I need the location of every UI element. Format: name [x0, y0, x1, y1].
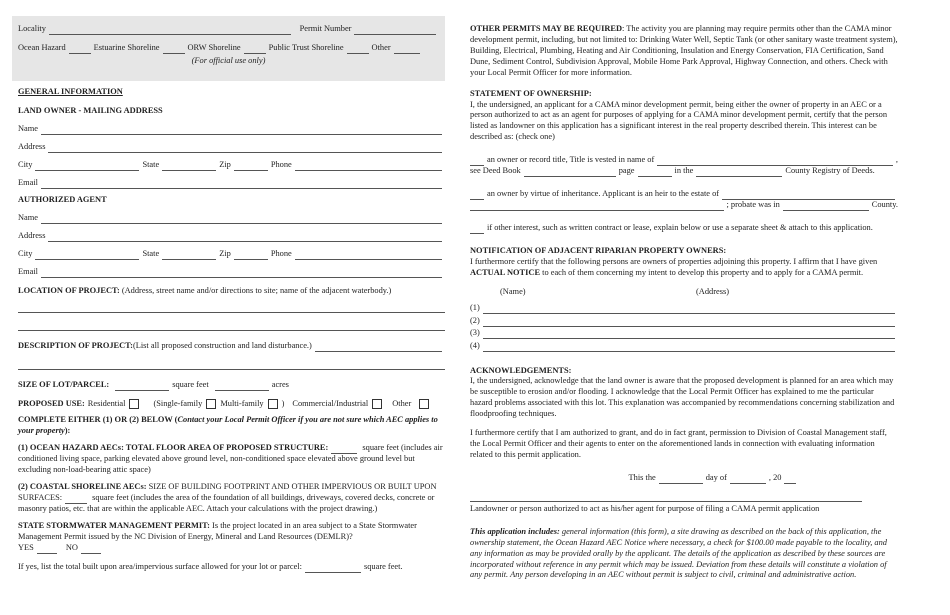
riparian-owner-4-field[interactable] — [483, 343, 895, 352]
official-use-box — [12, 16, 445, 81]
riparian-row-2-label: (2) — [470, 315, 480, 325]
ack-heading: ACKNOWLEDGEMENTS: — [470, 365, 572, 375]
ack-text-1: I, the undersigned, acknowledge that the land owner is aware that the proposed development is planned for an area which may be susceptible to erosion and/or flooding. I acknowledge that the Local Permit Officer has explained to me the particular hazard problems associated with this lot. This explanation was accompanied by recommendations concerning stabilization and floodproofing techniques. — [470, 376, 895, 419]
lot-heading: SIZE OF LOT/PARCEL: — [18, 379, 110, 389]
built-upon-area-field[interactable] — [305, 564, 361, 573]
lot-acres-field[interactable] — [215, 382, 269, 391]
ocean-hazard-label: Ocean Hazard — [18, 42, 66, 52]
estate-of-field-2[interactable] — [470, 202, 724, 211]
owner-name-field[interactable] — [41, 126, 442, 135]
orw-label: ORW Shoreline — [187, 42, 241, 52]
official-note: (For official use only) — [191, 55, 266, 65]
signature-line[interactable] — [470, 500, 862, 502]
other-permits-paragraph: OTHER PERMITS MAY BE REQUIRED: The activity you are planning may require permits other than the CAMA minor development permit, including, but not limited to: Drinking Water Well, Septic Tank (or other sanitary waste treatment system), Building, Electrical, Plumbing, Heating and Air Conditioning, Insulation and Energy Conservation, FIA Certification, Sand Dune, Sediment Control, Subdivision Approval, Mobile Home Park Approval, Highway Connection, and others. Check with your Local Permit Officer for more information. — [470, 24, 898, 77]
agent-city-field[interactable] — [35, 251, 139, 260]
stormwater-yes-field[interactable] — [37, 545, 57, 554]
title-vested-name-field[interactable] — [657, 157, 893, 166]
option-record-title-field[interactable] — [470, 157, 484, 166]
probate-county-field[interactable] — [783, 202, 869, 211]
stormwater-sqft-label: square feet. — [363, 561, 403, 571]
owner-name-label: Name — [18, 123, 38, 133]
agent-address-field[interactable] — [48, 233, 442, 242]
other-label: Other — [371, 42, 391, 52]
lot-acres-label: acres — [271, 379, 289, 389]
option-record-title-label: an owner or record title, Title is vested in name of — [487, 155, 655, 165]
use-single-label: (Single-family — [153, 398, 203, 408]
locality-field[interactable] — [49, 26, 291, 35]
comma: , — [895, 155, 898, 165]
owner-email-field[interactable] — [41, 180, 442, 189]
land-owner-heading: LAND OWNER - MAILING ADDRESS — [18, 105, 163, 115]
owner-address-field[interactable] — [48, 144, 442, 153]
owner-city-label: City — [18, 159, 33, 169]
right-column — [470, 0, 898, 581]
application-includes-text: This application includes: general information (this form), a site drawing as described on the back of this application, the ownership statement, the Ocean Hazard AEC Notice where necessary, a check for $100.00 made payable to the locality, and any information as may be provided orally by the applicant. The details of the application as described by these sources are incorporated without reference in any permit which may be issued. Deviation from these details will constitute a violation of any permit. Any person developing in an AEC without permit is subject to civil, criminal and administrative action. — [470, 526, 887, 580]
left-column — [12, 0, 445, 573]
ocean-hazard-field[interactable] — [69, 45, 91, 54]
permit-number-field[interactable] — [354, 26, 436, 35]
this-the-label: This the — [628, 472, 656, 482]
owner-phone-label: Phone — [270, 159, 292, 169]
option-inheritance-field[interactable] — [470, 191, 484, 200]
coastal-area-field[interactable] — [65, 495, 87, 504]
ownership-heading: STATEMENT OF OWNERSHIP: — [470, 88, 592, 98]
riparian-row-1-label: (1) — [470, 303, 480, 313]
agent-state-label: State — [142, 248, 160, 258]
riparian-row-3-label: (3) — [470, 328, 480, 338]
public-trust-field[interactable] — [347, 45, 369, 54]
owner-phone-field[interactable] — [295, 162, 442, 171]
ocean-floor-area-field[interactable] — [331, 445, 357, 454]
lot-sqft-field[interactable] — [115, 382, 169, 391]
public-trust-label: Public Trust Shoreline — [268, 42, 344, 52]
year-label: , 20 — [768, 472, 782, 482]
use-close-paren: ) — [281, 398, 285, 408]
owner-zip-label: Zip — [219, 159, 231, 169]
riparian-owner-3-field[interactable] — [483, 330, 895, 339]
estate-of-field[interactable] — [722, 191, 895, 200]
agent-address-label: Address — [18, 230, 46, 240]
ack-text-2: I furthermore certify that I am authorized to grant, and do in fact grant, permission to Division of Coastal Management staff, the Local Permit Officer and their agents to enter on the aforementioned lands in connection with evaluating information related to this permit application. — [470, 428, 887, 459]
stormwater-no-field[interactable] — [81, 545, 101, 554]
owner-address-label: Address — [18, 141, 46, 151]
riparian-text: I furthermore certify that the following persons are owners of properties adjoining this property. I affirm that I have given ACTUAL NOTICE to each of them concerning my intent to develop this property and to apply for a CAMA permit. — [470, 256, 878, 277]
location-prompt: LOCATION OF PROJECT: (Address, street name and/or directions to site; name of the adjacent waterbody.) — [18, 285, 392, 295]
single-family-checkbox[interactable] — [206, 399, 216, 409]
owner-zip-field[interactable] — [234, 162, 268, 171]
option-inheritance-label: an owner by virtue of inheritance. Applicant is an heir to the estate of — [487, 189, 720, 199]
agent-zip-label: Zip — [219, 248, 231, 258]
stormwater-yes-label: YES — [18, 542, 34, 552]
agent-city-label: City — [18, 248, 33, 258]
complete-instruction: COMPLETE EITHER (1) OR (2) BELOW (Contact your Local Permit Officer if you are not sure which AEC applies to your property): — [18, 415, 438, 436]
general-info-heading: GENERAL INFORMATION — [18, 87, 123, 96]
residential-checkbox[interactable] — [129, 399, 139, 409]
commercial-checkbox[interactable] — [372, 399, 382, 409]
year-field[interactable] — [784, 475, 796, 484]
signature-caption: Landowner or person authorized to act as his/her agent for purpose of filing a CAMA permit application — [470, 503, 820, 513]
use-heading: PROPOSED USE: — [18, 398, 85, 408]
riparian-heading: NOTIFICATION OF ADJACENT RIPARIAN PROPERTY OWNERS: — [470, 245, 727, 255]
agent-state-field[interactable] — [162, 251, 216, 260]
county-label: County. — [871, 199, 898, 209]
riparian-owner-1-field[interactable] — [483, 305, 895, 314]
coastal-shoreline-paragraph: (2) COASTAL SHORELINE AECs: SIZE OF BUILDING FOOTPRINT AND OTHER IMPERVIOUS OR BUILT UPON SURFACES: square feet (includes the area of the foundation of all buildings, driveways, covered decks, concrete or masonry patios, etc. that are within the applicable AEC. Attach your calculations with the project drawing.) — [18, 482, 437, 513]
use-multi-label: Multi-family — [220, 398, 264, 408]
ocean-hazard-paragraph: (1) OCEAN HAZARD AECs: TOTAL FLOOR AREA OF PROPOSED STRUCTURE: square feet (includes air conditioned living space, parking elevated above ground level, non-conditioned space elevated above ground level but excluding non-load-bearing attic space) — [18, 443, 443, 475]
riparian-row-4-label: (4) — [470, 340, 480, 350]
estuarine-field[interactable] — [163, 45, 185, 54]
riparian-owner-2-field[interactable] — [483, 318, 895, 327]
description-prompt: DESCRIPTION OF PROJECT: (List all proposed construction and land disturbance.) — [18, 341, 445, 352]
in-the-label: in the — [674, 166, 694, 176]
ownership-text: I, the undersigned, an applicant for a CAMA minor development permit, being either the owner of property in an AEC or a person authorized to act as an agent for purposes of applying for a CAMA minor development permit, certify that the person listed as landowner on this application has a significant interest in the real property described therein. This interest can be described as: (check one) — [470, 99, 888, 142]
agent-email-field[interactable] — [41, 269, 442, 278]
estuarine-label: Estuarine Shoreline — [93, 42, 160, 52]
permit-number-label: Permit Number — [299, 24, 352, 33]
locality-label: Locality — [18, 24, 46, 33]
month-field[interactable] — [730, 475, 766, 484]
other-use-checkbox[interactable] — [419, 399, 429, 409]
lot-sqft-label: square feet — [172, 379, 209, 389]
agent-phone-label: Phone — [270, 248, 292, 258]
probate-label: ; probate was in — [726, 199, 780, 209]
registry-label: County Registry of Deeds. — [785, 166, 875, 176]
use-other-label: Other — [392, 398, 412, 408]
orw-field[interactable] — [244, 45, 266, 54]
stormwater-paragraph: STATE STORMWATER MANAGEMENT PERMIT: Is the project located in an area subject to a State Stormwater Management Permit issued by the NC Division of Energy, Mineral and Land Resources (DEMLR)? — [18, 520, 417, 541]
agent-heading: AUTHORIZED AGENT — [18, 194, 107, 204]
use-commercial-label: Commercial/Industrial — [292, 398, 369, 408]
deed-book-label: see Deed Book — [470, 166, 521, 176]
description-field[interactable] — [315, 343, 442, 352]
agent-phone-field[interactable] — [295, 251, 442, 260]
county-field[interactable] — [696, 168, 782, 177]
day-of-label: day of — [705, 472, 727, 482]
address-column-header: (Address) — [696, 286, 730, 296]
other-field[interactable] — [394, 45, 420, 54]
option-other-interest-label: if other interest, such as written contract or lease, explain below or use a separate sheet & attach to this application. — [487, 222, 873, 232]
agent-name-label: Name — [18, 212, 38, 222]
agent-name-field[interactable] — [41, 215, 442, 224]
deed-book-field[interactable] — [524, 168, 616, 177]
option-other-interest-field[interactable] — [470, 225, 484, 234]
multi-family-checkbox[interactable] — [268, 399, 278, 409]
stormwater-no-label: NO — [65, 542, 78, 552]
stormwater-ifyes-label: If yes, list the total built upon area/impervious surface allowed for your lot or parcel: — [18, 561, 302, 571]
owner-state-label: State — [142, 159, 160, 169]
page-label: page — [618, 166, 635, 176]
owner-email-label: Email — [18, 177, 39, 187]
owner-city-field[interactable] — [35, 162, 139, 171]
day-field[interactable] — [659, 475, 703, 484]
owner-state-field[interactable] — [162, 162, 216, 171]
name-column-header: (Name) — [500, 286, 526, 296]
use-residential-label: Residential — [87, 398, 126, 408]
agent-zip-field[interactable] — [234, 251, 268, 260]
agent-email-label: Email — [18, 266, 39, 276]
page-field[interactable] — [638, 168, 672, 177]
